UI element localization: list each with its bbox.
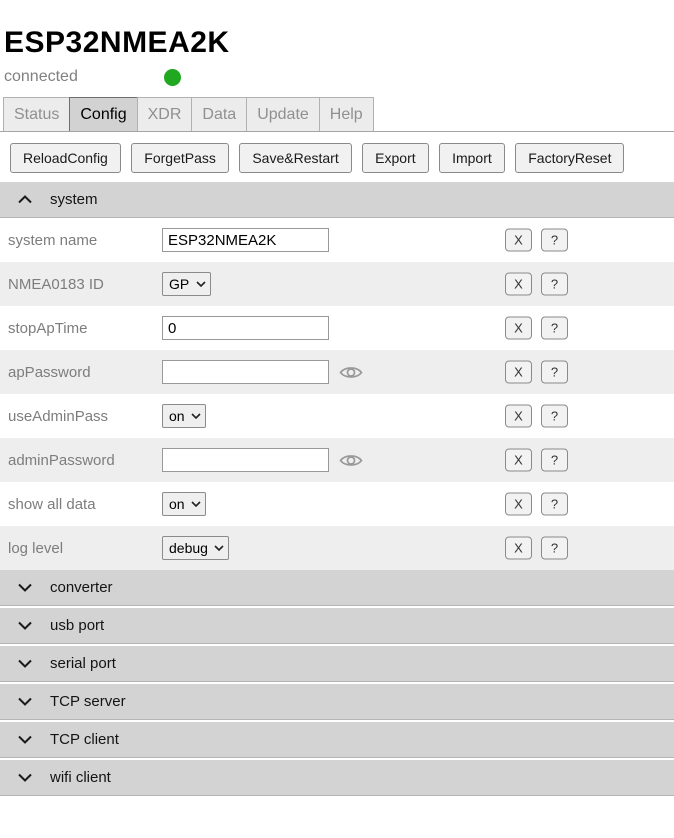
section-header-usb-port[interactable] <box>0 608 674 644</box>
reset-field-button[interactable]: X <box>505 449 532 472</box>
help-field-button[interactable]: ? <box>541 361 568 384</box>
config-row-log-level <box>0 526 674 570</box>
config-row-nmea0183-id <box>0 262 674 306</box>
export-button[interactable]: Export <box>362 143 428 173</box>
tab-bar <box>0 97 674 132</box>
reset-field-button[interactable]: X <box>505 537 532 560</box>
help-field-button[interactable]: ? <box>541 317 568 340</box>
section-label: TCP server <box>50 693 126 710</box>
reset-field-button[interactable]: X <box>505 361 532 384</box>
chevron-down-icon <box>18 773 32 782</box>
config-row-show-all-data <box>0 482 674 526</box>
nmea0183-id-select[interactable] <box>162 272 211 296</box>
reset-field-button[interactable]: X <box>505 317 532 340</box>
tab-xdr[interactable]: XDR <box>137 97 193 131</box>
reset-field-button[interactable]: X <box>505 405 532 428</box>
chevron-down-icon <box>18 659 32 668</box>
tab-help[interactable]: Help <box>319 97 374 131</box>
tab-data[interactable]: Data <box>191 97 247 131</box>
section-header-tcp-client[interactable] <box>0 722 674 758</box>
field-label: show all data <box>8 495 96 513</box>
tab-update[interactable]: Update <box>246 97 320 131</box>
section-label: usb port <box>50 617 105 634</box>
tab-config[interactable]: Config <box>69 97 137 131</box>
chevron-down-icon <box>18 583 32 592</box>
help-field-button[interactable]: ? <box>541 449 568 472</box>
config-row-stop-ap-time <box>0 306 674 350</box>
help-field-button[interactable]: ? <box>541 493 568 516</box>
chevron-up-icon <box>18 195 32 204</box>
system-name-input[interactable] <box>162 228 329 252</box>
stop-ap-time-input[interactable] <box>162 316 329 340</box>
import-button[interactable]: Import <box>439 143 505 173</box>
help-field-button[interactable]: ? <box>541 405 568 428</box>
field-label: useAdminPass <box>8 407 109 425</box>
log-level-select[interactable] <box>162 536 229 560</box>
log-level-select-box <box>162 536 229 560</box>
section-label: TCP client <box>50 731 119 748</box>
field-label: stopApTime <box>8 319 88 337</box>
section-label: system <box>50 191 98 208</box>
forget-pass-button[interactable]: ForgetPass <box>131 143 229 173</box>
chevron-down-icon <box>18 697 32 706</box>
field-label: NMEA0183 ID <box>8 275 104 293</box>
green-dot-icon <box>164 69 181 86</box>
section-header-system[interactable] <box>0 182 674 218</box>
field-label: system name <box>8 231 98 249</box>
field-label: adminPassword <box>8 451 115 469</box>
eye-icon[interactable] <box>339 364 363 381</box>
show-all-data-select-box <box>162 492 206 516</box>
field-label: log level <box>8 539 64 557</box>
section-label: wifi client <box>50 769 111 786</box>
connection-status <box>4 68 674 88</box>
nmea0183-id-select-box <box>162 272 211 296</box>
config-row-system-name <box>0 218 674 262</box>
reset-field-button[interactable]: X <box>505 229 532 252</box>
section-header-converter[interactable] <box>0 570 674 606</box>
chevron-down-icon <box>18 621 32 630</box>
factory-reset-button[interactable]: FactoryReset <box>515 143 624 173</box>
tab-status[interactable]: Status <box>3 97 70 131</box>
section-header-tcp-server[interactable] <box>0 684 674 720</box>
chevron-down-icon <box>18 735 32 744</box>
connection-status-label: connected <box>4 68 78 85</box>
admin-password-input[interactable] <box>162 448 329 472</box>
section-label: converter <box>50 579 113 596</box>
reset-field-button[interactable]: X <box>505 493 532 516</box>
section-label: serial port <box>50 655 116 672</box>
show-all-data-select[interactable] <box>162 492 206 516</box>
use-admin-pass-select-box <box>162 404 206 428</box>
reload-config-button[interactable]: ReloadConfig <box>10 143 121 173</box>
page-title: ESP32NMEA2K <box>4 26 230 59</box>
config-row-use-admin-pass <box>0 394 674 438</box>
eye-icon[interactable] <box>339 452 363 469</box>
use-admin-pass-select[interactable] <box>162 404 206 428</box>
section-header-serial-port[interactable] <box>0 646 674 682</box>
help-field-button[interactable]: ? <box>541 229 568 252</box>
help-field-button[interactable]: ? <box>541 537 568 560</box>
config-toolbar <box>0 132 674 182</box>
reset-field-button[interactable]: X <box>505 273 532 296</box>
help-field-button[interactable]: ? <box>541 273 568 296</box>
section-header-wifi-client[interactable] <box>0 760 674 796</box>
save-restart-button[interactable]: Save&Restart <box>239 143 351 173</box>
field-label: apPassword <box>8 363 91 381</box>
ap-password-input[interactable] <box>162 360 329 384</box>
config-row-ap-password <box>0 350 674 394</box>
config-row-admin-password <box>0 438 674 482</box>
